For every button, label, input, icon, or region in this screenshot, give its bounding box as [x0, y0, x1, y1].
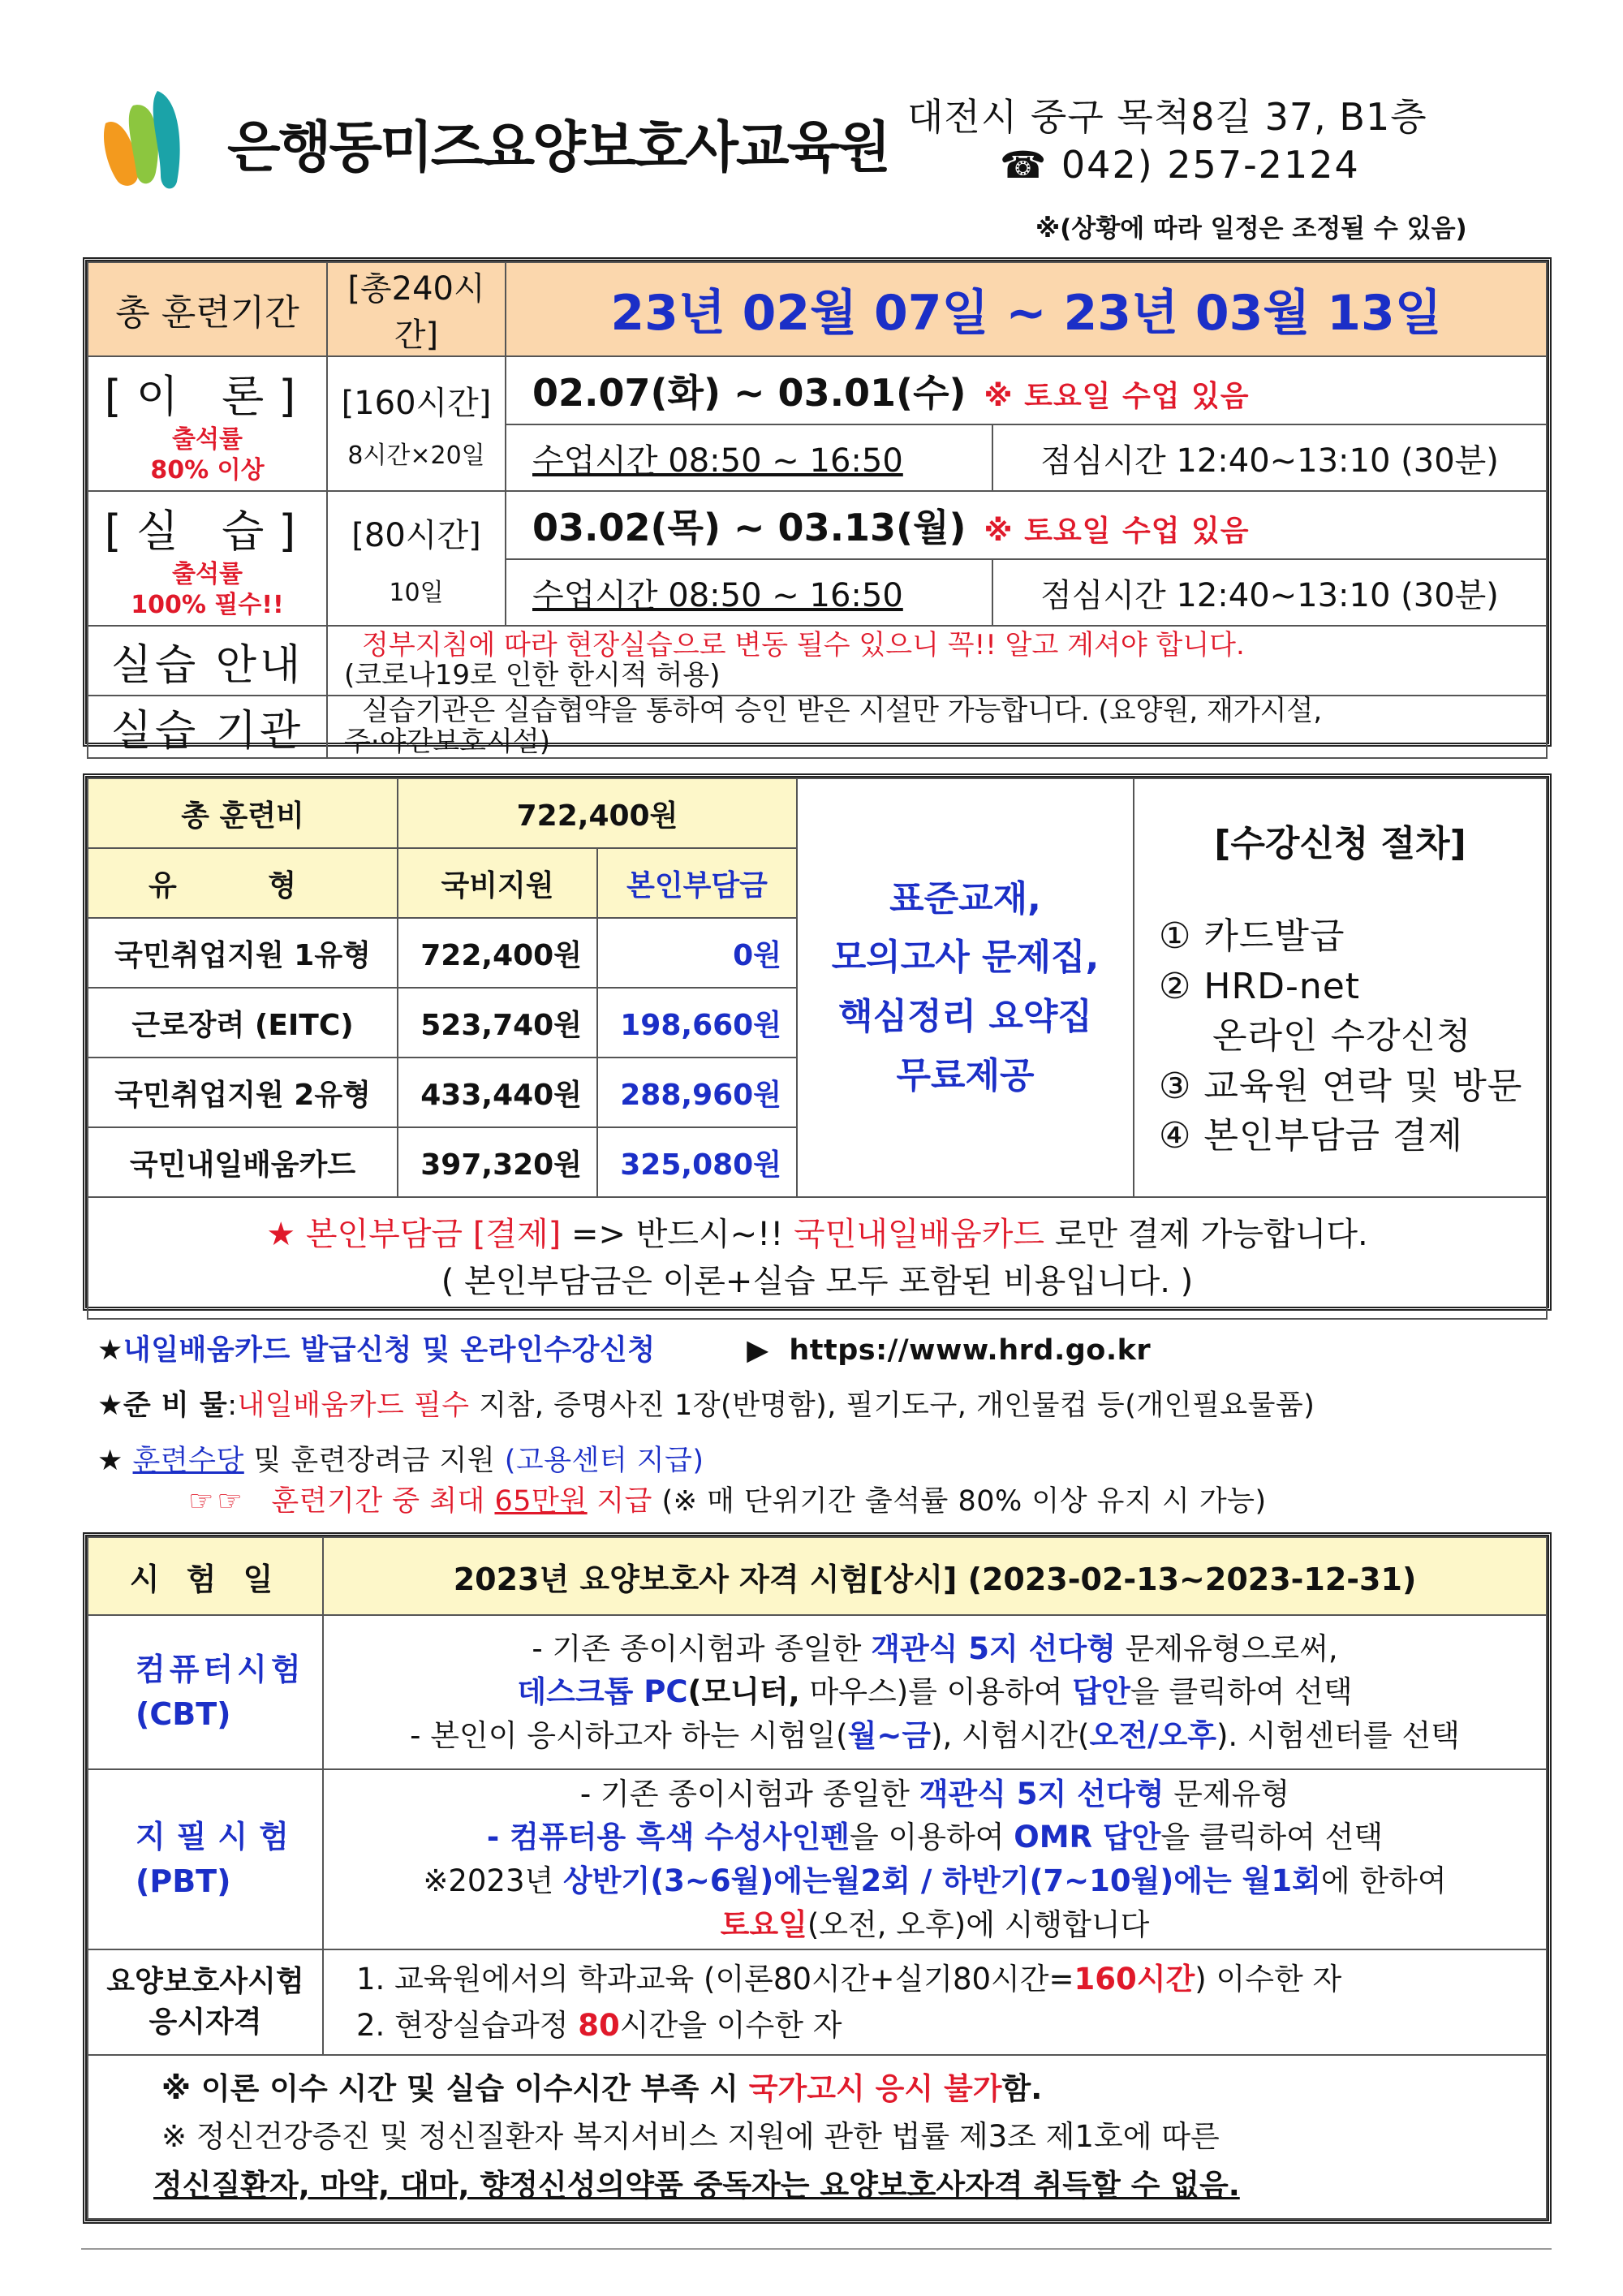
practice-attend: 출석률 — [172, 560, 243, 588]
theory-dates-cell — [506, 356, 1547, 424]
logo-icon — [99, 91, 213, 192]
material-2: 모의고사 문제집, — [831, 937, 1100, 979]
procedure-step-2: ② HRD-net — [1159, 965, 1361, 1007]
fee-self: 0원 — [597, 918, 797, 988]
total-fee-label: 총 훈련비 — [88, 778, 398, 848]
cbt-line-1: - 기존 종이시험과 종일한 객관식 5지 선다형 문제유형으로써, — [532, 1630, 1338, 1666]
practice-lunch-time: 점심시간 12:40~13:10 (30분) — [992, 559, 1547, 626]
bottom-divider — [81, 2248, 1552, 2250]
cbt-line-2: 데스크톱 PC(모니터, 마우스)를 이용하여 답안을 클릭하여 선택 — [517, 1674, 1353, 1710]
procedure-step-3: ③ 교육원 연락 및 방문 — [1159, 1065, 1523, 1107]
practice-institution-subtext: 주·야간보호시설) — [344, 725, 550, 758]
fee-gov: 523,740원 — [398, 988, 597, 1058]
fee-self: 288,960원 — [597, 1058, 797, 1127]
practice-institution-label: 실습 기관 — [88, 696, 327, 758]
list-item: 1. 교육원에서의 학과교육 (이론80시간+실기80시간=160시간) 이수한 자 — [356, 1961, 1342, 1997]
material-4: 무료제공 — [896, 1054, 1035, 1096]
fee-type: 근로장려 (EITC) — [88, 988, 398, 1058]
procedure-step-1: ① 카드발급 — [1159, 915, 1345, 958]
exam-warnings — [88, 2055, 1547, 2219]
star-icon: ★ — [97, 1389, 123, 1422]
practice-institution-cell — [327, 696, 1547, 758]
theory-dates: 02.07(화) ~ 03.01(수) — [532, 371, 966, 415]
pbt-line-3: ※2023년 상반기(3~6월)에는월2회 / 하반기(7~10월)에는 월1회에 한하여 — [423, 1863, 1447, 1898]
total-period: 23년 02월 07일 ~ 23년 03월 13일 — [506, 262, 1547, 356]
practice-cell — [88, 491, 327, 626]
pbt-label: 지필시험 — [136, 1818, 300, 1854]
theory-days: 8시간×20일 — [347, 441, 485, 470]
theory-label: [이 론] — [104, 371, 311, 422]
qualification-sublabel: 응시자격 — [149, 2005, 262, 2039]
arrow-icon: ▶ — [747, 1334, 769, 1367]
fee-self: 198,660원 — [597, 988, 797, 1058]
theory-class-time-cell — [506, 424, 992, 491]
practice-hours-cell — [327, 491, 506, 626]
schedule-table — [83, 257, 1552, 758]
theory-cell — [88, 356, 327, 491]
procedure-title: [수강신청 절차] — [1214, 823, 1466, 865]
fee-table — [83, 773, 1552, 1311]
cbt-description — [323, 1615, 1547, 1769]
pbt-line-2: - 컴퓨터용 흑색 수성사인펜을 이용하여 OMR 답안을 클릭하여 선택 — [486, 1820, 1384, 1855]
payment-note — [88, 1197, 1547, 1319]
theory-lunch-time: 점심시간 12:40~13:10 (30분) — [992, 424, 1547, 491]
payment-note-line2: ( 본인부담금은 이론+실습 모두 포함된 비용입니다. ) — [441, 1263, 1194, 1300]
total-hours: [총240시간] — [327, 262, 506, 356]
allowance-detail-line: ☞☞ 훈련기간 중 최대 65만원 지급 (※ 매 단위기간 출석률 80% 이상 유지 시 가능) — [188, 1485, 1267, 1518]
pbt-line-1: - 기존 종이시험과 종일한 객관식 5지 선다형 문제유형 — [579, 1776, 1290, 1811]
supplies-line: ★준 비 물:내일배움카드 필수 지참, 증명사진 1장(반명함), 필기도구, 개인물컵 등(개인필요물품) — [97, 1389, 1315, 1422]
col-self-header: 본인부담금 — [597, 848, 797, 918]
pbt-abbr: (PBT) — [136, 1863, 231, 1899]
card-apply-line: ★내일배움카드 발급신청 및 온라인수강신청 ▶ https://www.hrd.go.kr — [97, 1334, 1152, 1367]
total-fee-value: 722,400원 — [398, 778, 797, 848]
material-3: 핵심정리 요약집 — [838, 996, 1092, 1037]
exam-date-title: 2023년 요양보호사 자격 시험[상시] (2023-02-13~2023-12-31) — [323, 1537, 1547, 1615]
theory-class-time: 수업시간 08:50 ~ 16:50 — [532, 442, 903, 480]
fee-self: 325,080원 — [597, 1127, 797, 1197]
col-gov-header: 국비지원 — [398, 848, 597, 918]
star-icon: ★ — [97, 1445, 123, 1477]
enrollment-procedure — [1134, 778, 1547, 1197]
procedure-step-4: ④ 본인부담금 결제 — [1159, 1115, 1463, 1157]
practice-label: [실 습] — [104, 506, 311, 557]
fee-type: 국민취업지원 2유형 — [88, 1058, 398, 1127]
fee-gov: 722,400원 — [398, 918, 597, 988]
practice-guide-cell — [327, 626, 1547, 696]
qualification-label-cell — [88, 1949, 323, 2055]
qualification-label: 요양보호사시험 — [106, 1964, 304, 1998]
free-materials — [797, 778, 1134, 1197]
practice-hours: [80시간] — [351, 516, 481, 554]
procedure-step-2-detail: 온라인 수강신청 — [1212, 1015, 1472, 1058]
schedule-notice: ※(상황에 따라 일정은 조정될 수 있음) — [1035, 214, 1467, 243]
star-icon: ★ — [97, 1334, 123, 1367]
practice-guide-text: 정부지침에 따라 현장실습으로 변동 될수 있으니 꼭!! 알고 계셔야 합니다. — [362, 628, 1245, 661]
practice-institution-text: 실습기관은 실습협약을 통하여 승인 받은 시설만 가능합니다. (요양원, 재가시설, — [362, 695, 1323, 728]
practice-days: 10일 — [389, 578, 444, 607]
warning-2: ※ 정신건강증진 및 정신질환자 복지서비스 지원에 관한 법률 제3조 제1호에 따른 — [161, 2119, 1220, 2155]
exam-table — [83, 1532, 1552, 2224]
cbt-abbr: (CBT) — [136, 1696, 231, 1732]
practice-saturday-note: ※ 토요일 수업 있음 — [984, 515, 1250, 548]
pbt-label-cell — [88, 1769, 323, 1949]
exam-date-label: 시 험 일 — [88, 1537, 323, 1615]
pointing-hand-icon: ☞☞ — [188, 1485, 246, 1518]
cbt-line-3: - 본인이 응시하고자 하는 시험일(월~금), 시험시간(오전/오후). 시험센터를 선택 — [410, 1717, 1460, 1753]
org-name: 은행동미즈요양보호사교육원 — [227, 116, 889, 180]
material-1: 표준교재, — [889, 877, 1041, 920]
col-type-header: 유 형 — [88, 848, 398, 918]
hrd-link[interactable]: https://www.hrd.go.kr — [789, 1334, 1152, 1367]
warning-3: 정신질환자, 마약, 대마, 향정신성의약품 중독자는 요양보호사자격 취득할 수 없음. — [153, 2167, 1240, 2203]
practice-dates: 03.02(목) ~ 03.13(월) — [532, 506, 966, 549]
qualification-list — [323, 1949, 1547, 2055]
practice-guide-label: 실습 안내 — [88, 626, 327, 696]
total-period-label: 총 훈련기간 — [88, 262, 327, 356]
cbt-label-cell — [88, 1615, 323, 1769]
theory-hours-cell — [327, 356, 506, 491]
list-item: 2. 현장실습과정 80시간을 이수한 자 — [356, 2008, 842, 2043]
practice-class-time-cell — [506, 559, 992, 626]
fee-gov: 433,440원 — [398, 1058, 597, 1127]
theory-attend: 출석률 — [172, 425, 243, 454]
fee-gov: 397,320원 — [398, 1127, 597, 1197]
pbt-line-4: 토요일(오전, 오후)에 시행합니다 — [720, 1906, 1150, 1942]
warning-1: ※ 이론 이수 시간 및 실습 이수시간 부족 시 국가고시 응시 불가함. — [161, 2071, 1043, 2107]
practice-attend-rate: 100% 필수!! — [131, 590, 284, 619]
theory-hours: [160시간] — [341, 384, 492, 422]
cbt-label: 컴퓨터시험 — [136, 1651, 305, 1687]
pbt-description — [323, 1769, 1547, 1949]
fee-type: 국민취업지원 1유형 — [88, 918, 398, 988]
theory-saturday-note: ※ 토요일 수업 있음 — [984, 380, 1250, 413]
practice-guide-subtext: (코로나19로 인한 한시적 허용) — [344, 659, 721, 691]
allowance-line: ★ 훈련수당 및 훈련장려금 지원 (고용센터 지급) — [97, 1445, 704, 1477]
address: 대전시 중구 목척8길 37, B1층 — [907, 95, 1427, 139]
phone: ☎ 042) 257-2124 — [1000, 143, 1360, 187]
fee-type: 국민내일배움카드 — [88, 1127, 398, 1197]
payment-note-line1: ★ 본인부담금 [결제] => 반드시~!! 국민내일배움카드 로만 결제 가능합니다. — [266, 1216, 1368, 1253]
theory-attend-rate: 80% 이상 — [150, 455, 265, 485]
practice-dates-cell — [506, 491, 1547, 559]
star-icon: ★ — [266, 1216, 296, 1253]
practice-class-time: 수업시간 08:50 ~ 16:50 — [532, 576, 903, 614]
